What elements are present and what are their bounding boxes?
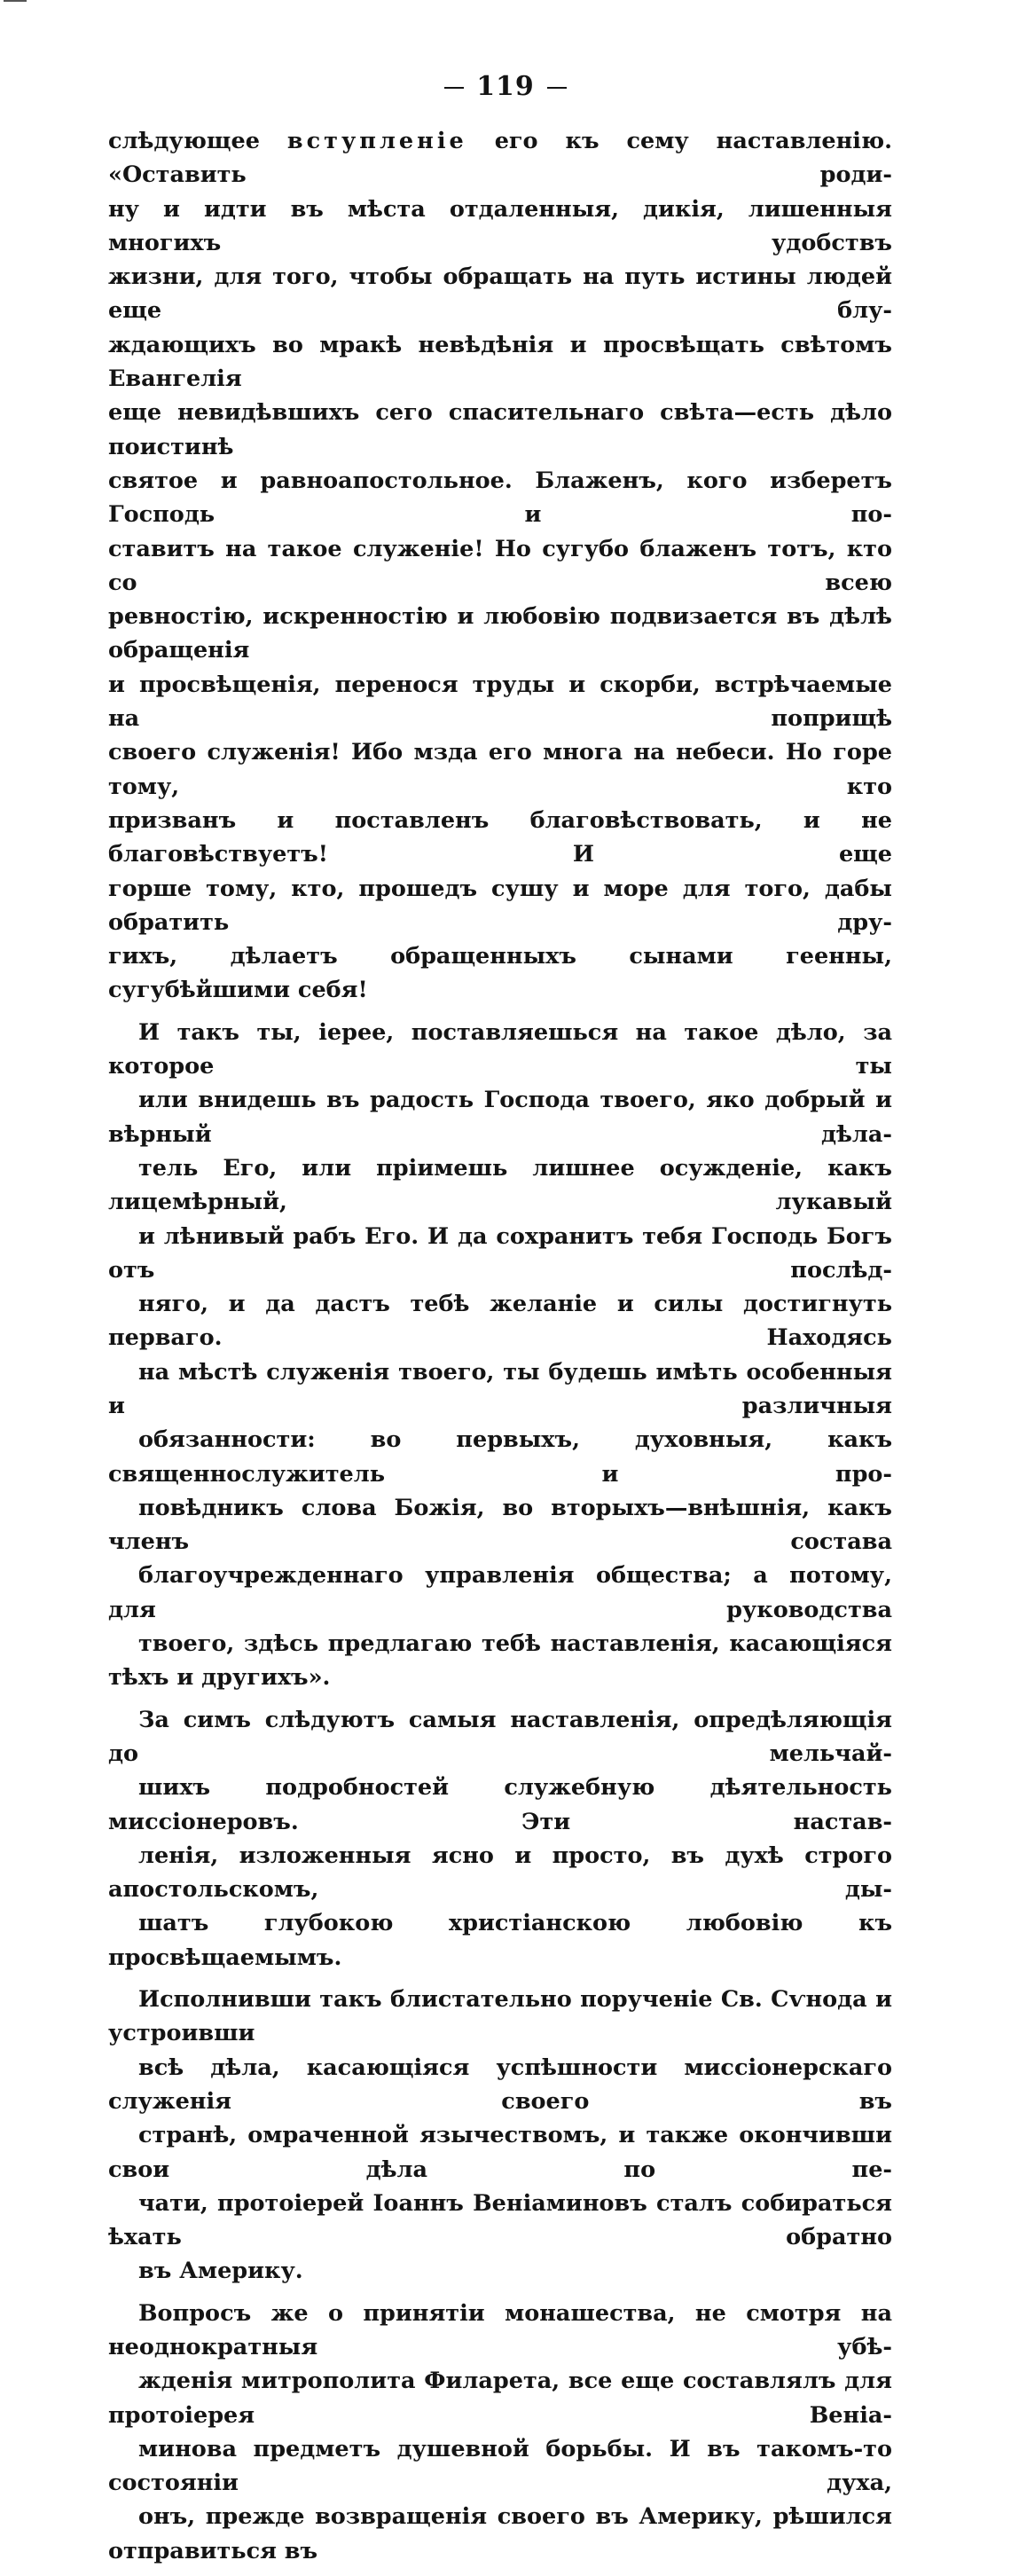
text-line: жденія митрополита Филарета, все еще составлялъ для протоіерея Веніа- <box>108 2368 892 2429</box>
text-line: ревностію, искренностію и любовію подвизается въ дѣлѣ обращенія <box>108 603 892 664</box>
text-line: онъ, прежде возвращенія своего въ Америку, рѣшился отправиться въ <box>108 2503 892 2564</box>
text-line: на мѣстѣ служенія твоего, ты будешь имѣть особенныя и различныя <box>108 1358 892 1419</box>
text-line: въ Америку. <box>138 2258 303 2285</box>
scan-mark <box>4 0 27 2</box>
text-line: или внидешь въ радость Господа твоего, яко добрый и вѣрный дѣла- <box>108 1087 892 1148</box>
text-line: и лѣнивый рабъ Его. И да сохранитъ тебя Господь Богъ отъ послѣд- <box>108 1222 892 1284</box>
text-line: и просвѣщенія, перенося труды и скорби, встрѣчаемые на поприщѣ <box>108 671 892 733</box>
text-line: горше тому, кто, прошедъ сушу и море для того, дабы обратить дру- <box>108 875 892 936</box>
paragraph <box>108 124 892 1008</box>
text-line: тель Его, или пріимешь лишнее осужденіе, какъ лицемѣрный, лукавый <box>108 1154 892 1216</box>
text-line: шихъ подробностей служебную дѣятельность миссіонеровъ. Эти настав- <box>108 1774 892 1835</box>
text-line: ленія, изложенныя ясно и просто, въ духѣ строго апостольскомъ, ды- <box>108 1842 892 1904</box>
text-line: За симъ слѣдуютъ самыя наставленія, опредѣляющія до мельчай- <box>108 1706 892 1767</box>
text-line: гихъ, дѣлаетъ обращенныхъ сынами геенны, сугубѣйшими себя! <box>108 943 892 1004</box>
text-line: благоучрежденнаго управленія общества; а потому, для руководства <box>108 1562 892 1623</box>
text-line: твоего, здѣсь предлагаю тебѣ наставленія, касающіяся тѣхъ и другихъ». <box>108 1630 892 1692</box>
page-number: 119 <box>476 71 535 102</box>
text-line: святое и равноапостольное. Блаженъ, кого изберетъ Господь и по- <box>108 467 892 529</box>
text-line: жизни, для того, чтобы обращать на путь истины людей еще блу- <box>108 263 892 325</box>
text-line: призванъ и поставленъ благовѣствовать, и не благовѣствуетъ! И еще <box>108 806 892 868</box>
text-line: повѣдникъ слова Божія, во вторыхъ—внѣшнія, какъ членъ состава <box>108 1494 892 1556</box>
folio-dash-right <box>547 87 567 89</box>
paragraph <box>108 1983 892 2289</box>
text-line: всѣ дѣла, касающіяся успѣшности миссіонерскаго служенія своего въ <box>108 2054 892 2115</box>
text-line: Исполнивши такъ блистательно порученіе Св. Сѵнода и устроивши <box>108 1986 892 2047</box>
text-line: шатъ глубокою христіанскою любовію къ просвѣщаемымъ. <box>108 1910 892 1971</box>
text-run: слѣдующее <box>108 128 287 154</box>
paragraph <box>108 1016 892 1695</box>
text-line: еще невидѣвшихъ сего спасительнаго свѣта—есть дѣло поистинѣ <box>108 399 892 460</box>
text-line: ставитъ на такое служеніе! Но сугубо блаженъ тотъ, кто со всею <box>108 535 892 596</box>
text-line: чати, протоіерей Іоаннъ Веніаминовъ сталъ собираться ѣхать обратно <box>108 2189 892 2251</box>
text-line: минова предметъ душевной борьбы. И въ такомъ-то состояніи духа, <box>108 2435 892 2497</box>
text-run: его къ сему наставленію. «Оставить роди- <box>108 128 893 189</box>
text-line: ну и идти въ мѣста отдаленныя, дикія, лишенныя многихъ удобствъ <box>108 195 892 256</box>
folio-dash-left <box>444 87 464 89</box>
paragraph <box>108 2297 892 2568</box>
text-line: няго, и да дастъ тебѣ желаніе и силы достигнуть перваго. Находясь <box>108 1291 892 1352</box>
text-line: обязанности: во первыхъ, духовныя, какъ священнослужитель и про- <box>108 1426 892 1488</box>
text-line: странѣ, омраченной язычествомъ, и также окончивши свои дѣла по пе- <box>108 2122 892 2183</box>
text-line: ждающихъ во мракѣ невѣдѣнія и просвѣщать свѣтомъ Евангелія <box>108 331 892 393</box>
text-line: И такъ ты, іерее, поставляешься на такое дѣло, за которое ты <box>108 1018 892 1080</box>
spaced-emphasis: вступленіе <box>286 128 467 154</box>
body-text <box>108 124 892 2576</box>
text-line: Вопросъ же о принятіи монашества, не смотря на неоднократныя убѣ- <box>108 2299 892 2360</box>
page-number-header <box>0 71 1011 102</box>
text-line: своего служенія! Ибо мзда его многа на небеси. Но горе тому, кто <box>108 739 892 800</box>
paragraph <box>108 1703 892 1975</box>
text-line <box>108 124 892 192</box>
